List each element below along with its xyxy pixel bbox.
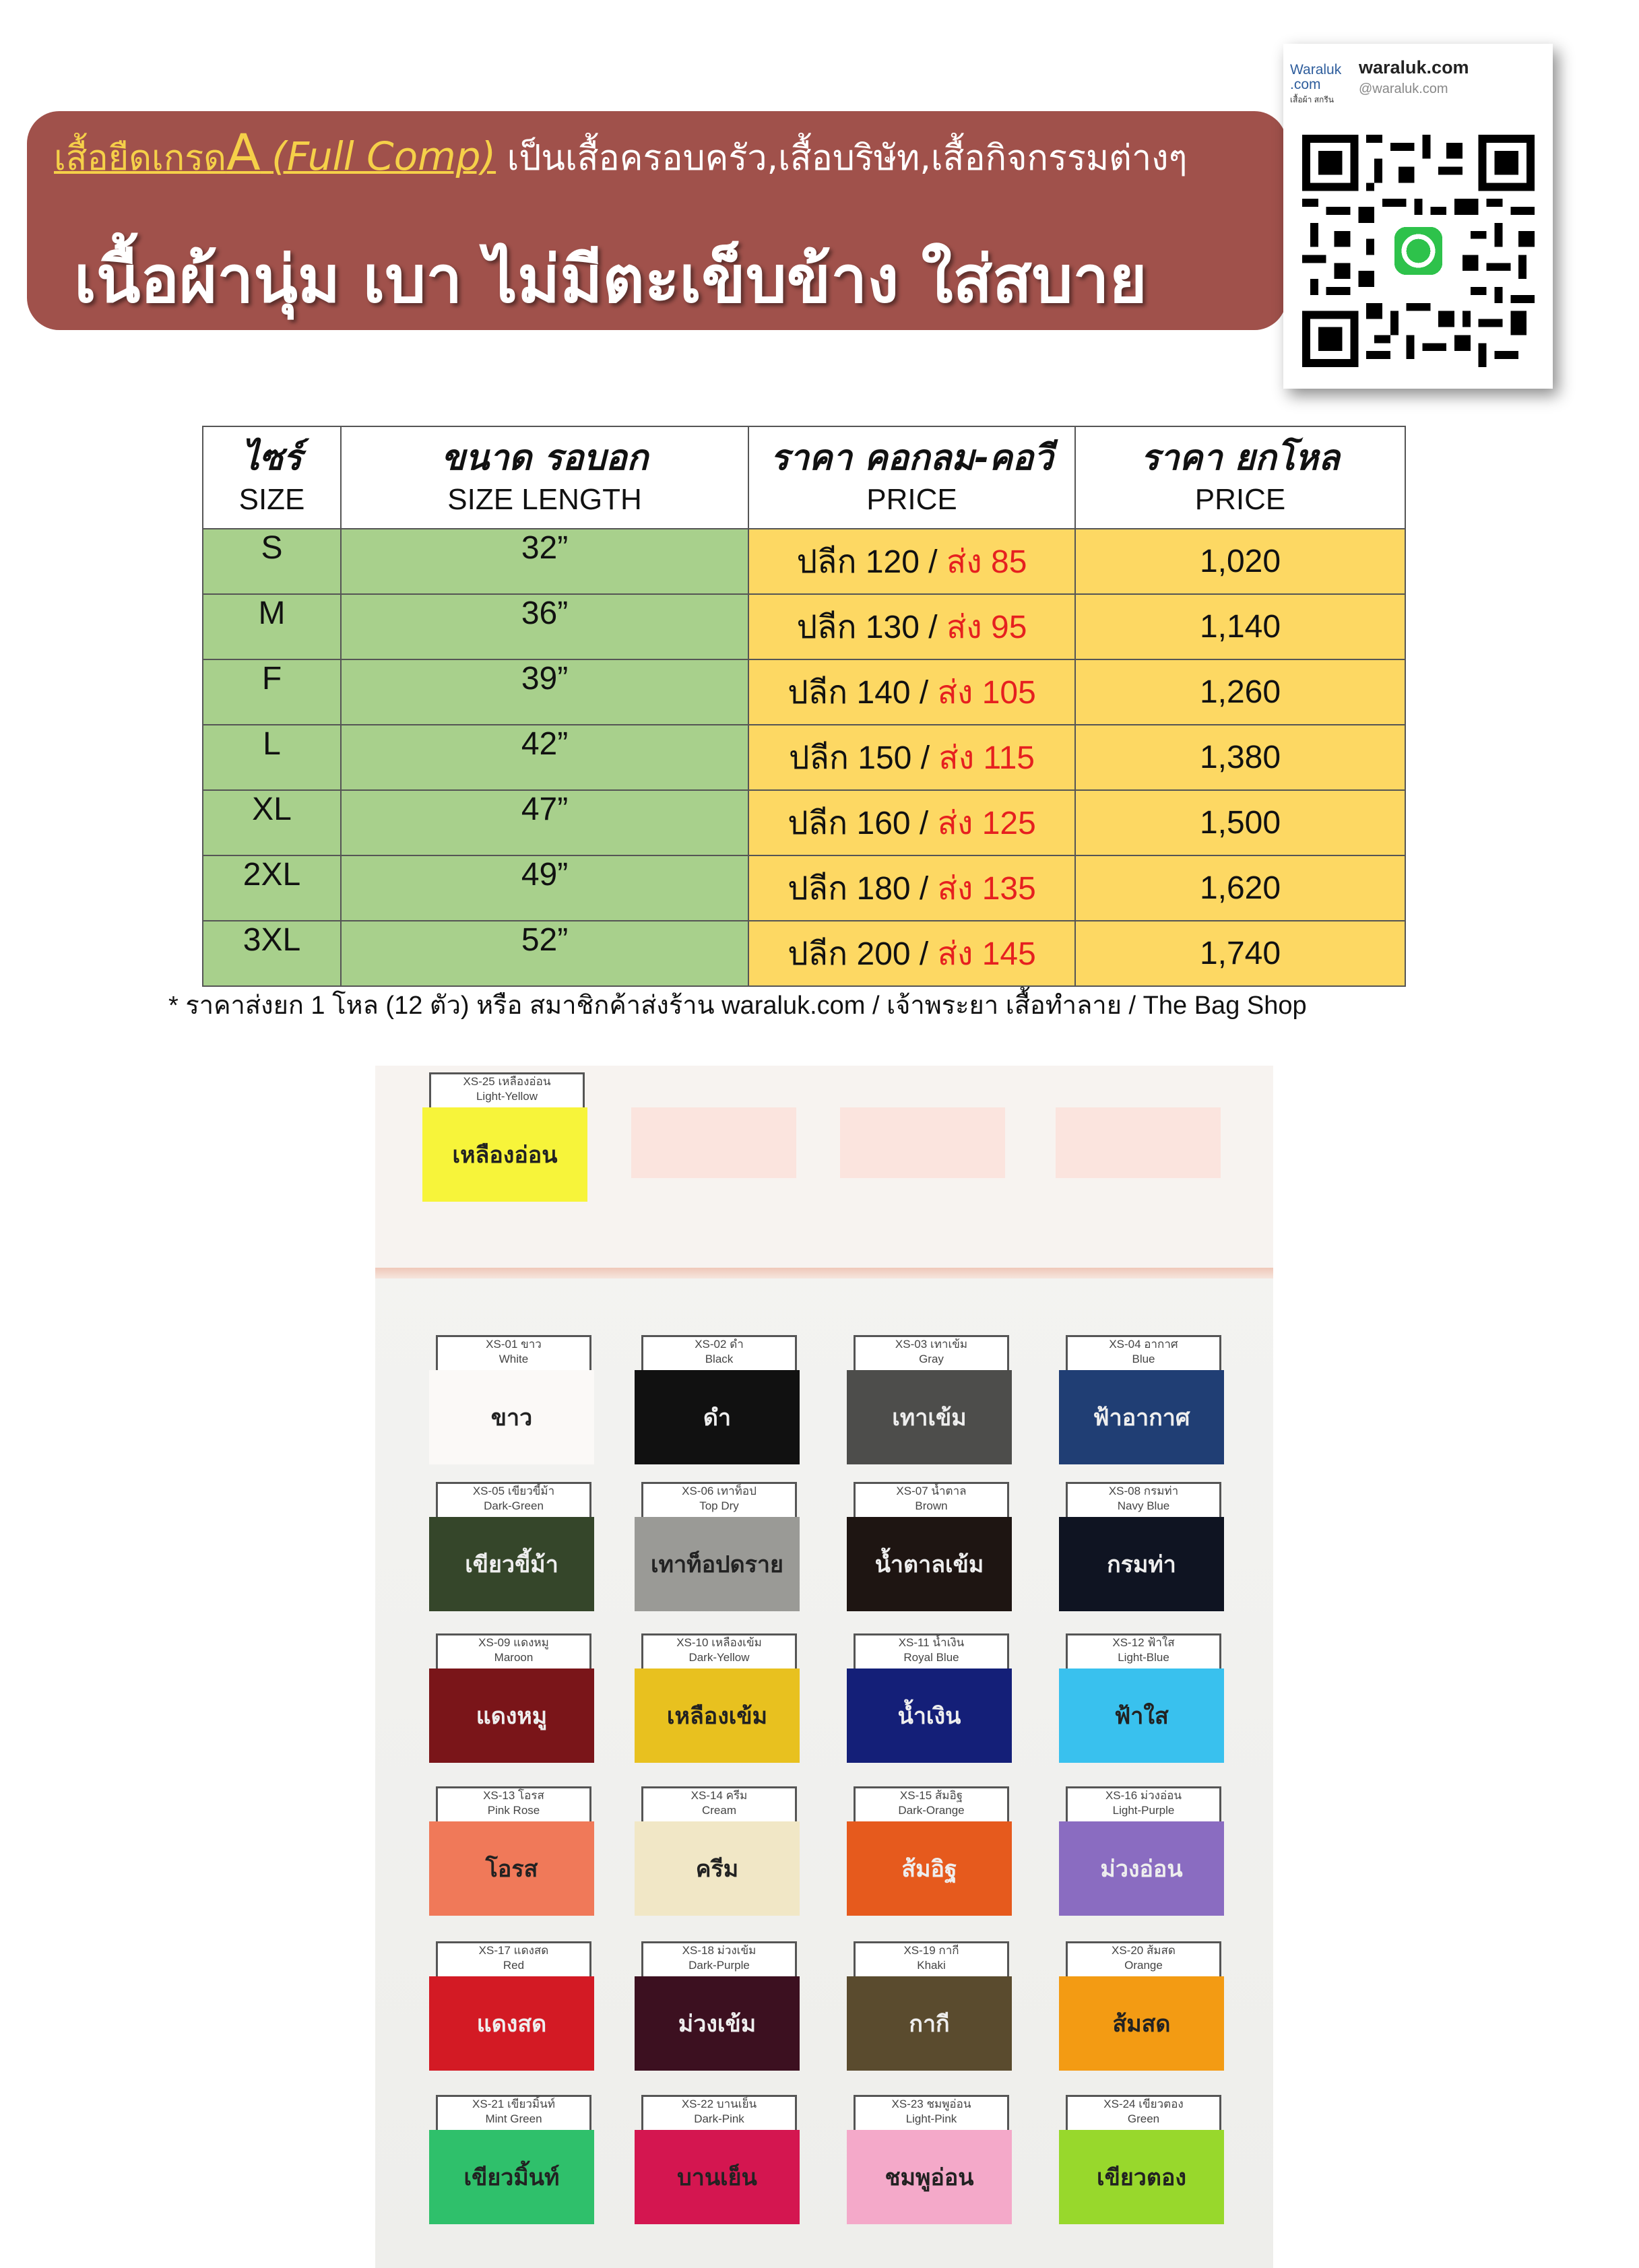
color-swatch[interactable] (847, 1517, 1012, 1611)
swatch-english-name: Light-Blue (1118, 1651, 1169, 1664)
color-swatch[interactable] (429, 1821, 594, 1916)
swatch-label: ฟ้าใส (1114, 1703, 1169, 1730)
swatch-label: เขียวมิ้นท์ (463, 2164, 560, 2191)
swatch-label: ส้มอิฐ (901, 1856, 957, 1883)
length-cell: 32” (341, 529, 748, 594)
price-cell: ปลีก 180 / ส่ง 135 (748, 855, 1075, 921)
length-cell: 52” (341, 921, 748, 986)
swatch-label: ฟ้าอากาศ (1093, 1404, 1190, 1431)
swatch-english-name: Dark-Pink (694, 2112, 744, 2125)
swatch-label: เหลืองเข้ม (666, 1703, 768, 1730)
faint-swatch (840, 1107, 1005, 1178)
color-swatch[interactable] (847, 1821, 1012, 1916)
wholesale-price: 115 (983, 740, 1035, 776)
header-dozen-price: ราคา ยกโหล PRICE (1075, 426, 1405, 529)
swatch-code: XS-09 แดงหมู (478, 1636, 549, 1649)
qr-handle: @waraluk.com (1359, 82, 1448, 96)
wholesale-price: 125 (982, 805, 1036, 841)
swatch-code: XS-04 อากาศ (1109, 1338, 1178, 1351)
swatch-tag (436, 1335, 591, 1374)
wholesale-label: ส่ง (937, 870, 973, 907)
dozen-price-cell: 1,380 (1075, 725, 1405, 790)
swatch-code: XS-17 แดงสด (478, 1944, 549, 1957)
dozen-price-cell: 1,500 (1075, 790, 1405, 855)
swatch-tag (429, 1072, 585, 1111)
swatch-english-name: Pink Rose (487, 1804, 540, 1817)
color-swatch[interactable] (635, 1517, 800, 1611)
color-swatch[interactable] (429, 2130, 594, 2224)
color-swatch[interactable] (429, 1517, 594, 1611)
swatch-label: แดงสด (476, 2011, 547, 2038)
wholesale-label: ส่ง (946, 609, 982, 645)
header-grade-highlight: เสื้อยืดเกรดA (Full Comp) (54, 124, 496, 182)
color-swatch[interactable] (847, 2130, 1012, 2224)
swatch-code: XS-11 น้ำเงิน (898, 1636, 965, 1649)
price-cell: ปลีก 200 / ส่ง 145 (748, 921, 1075, 986)
header-subtitle-rest: เป็นเสื้อครอบครัว,เสื้อบริษัท,เสื้อกิจกรรมต่างๆ (496, 138, 1188, 179)
swatch-english-name: Brown (915, 1499, 948, 1512)
swatch-label: ม่วงอ่อน (1100, 1856, 1183, 1883)
swatch-tag (854, 1633, 1009, 1673)
color-swatch[interactable] (1059, 2130, 1224, 2224)
swatch-tag (1066, 1633, 1221, 1673)
swatch-tag (641, 1786, 797, 1825)
swatch-code: XS-01 ขาว (486, 1338, 542, 1351)
swatch-english-name: Light-Pink (905, 2112, 957, 2125)
table-row (203, 855, 1405, 921)
swatch-label: น้ำตาลเข้ม (874, 1551, 984, 1578)
dozen-price-cell: 1,260 (1075, 659, 1405, 725)
header-title: เนื้อผ้านุ่ม เบา ไม่มีตะเข็บข้าง ใส่สบาย (74, 242, 1147, 317)
retail-price: 130 (865, 609, 920, 645)
size-cell: M (203, 594, 341, 659)
swatch-tag (854, 1941, 1009, 1980)
table-header-row (203, 426, 1405, 529)
length-cell: 47” (341, 790, 748, 855)
swatch-label: ดำ (703, 1404, 732, 1431)
swatch-label: บานเย็น (677, 2164, 757, 2191)
swatch-tag (641, 1941, 797, 1980)
swatch-code: XS-08 กรมท่า (1108, 1485, 1179, 1497)
swatch-english-name: Green (1127, 2112, 1160, 2125)
retail-label: ปลีก (788, 870, 848, 907)
retail-price: 160 (856, 805, 911, 841)
swatch-label: เหลืองอ่อน (452, 1142, 558, 1169)
swatch-english-name: Dark-Yellow (688, 1651, 750, 1664)
price-cell: ปลีก 120 / ส่ง 85 (748, 529, 1075, 594)
swatch-tag (436, 2095, 591, 2134)
swatch-label: เทาท็อปดราย (651, 1551, 783, 1578)
swatch-tag (436, 1786, 591, 1825)
price-cell: ปลีก 140 / ส่ง 105 (748, 659, 1075, 725)
swatch-english-name: Light-Purple (1112, 1804, 1175, 1817)
swatch-code: XS-02 ดำ (695, 1338, 744, 1351)
length-cell: 39” (341, 659, 748, 725)
retail-label: ปลีก (788, 936, 848, 972)
swatch-english-name: Black (705, 1353, 734, 1365)
price-cell: ปลีก 130 / ส่ง 95 (748, 594, 1075, 659)
size-cell: L (203, 725, 341, 790)
swatch-tag (1066, 1335, 1221, 1374)
header-length: ขนาด รอบอก SIZE LENGTH (341, 426, 748, 529)
table-row (203, 790, 1405, 855)
color-swatch-photo (375, 1066, 1273, 2268)
table-row (203, 659, 1405, 725)
swatch-code: XS-14 ครีม (690, 1789, 748, 1802)
swatch-tag (854, 1482, 1009, 1521)
color-swatch[interactable] (1059, 1668, 1224, 1763)
faint-swatch (1056, 1107, 1221, 1178)
price-cell: ปลีก 150 / ส่ง 115 (748, 725, 1075, 790)
swatch-code: XS-05 เขียวขี้ม้า (472, 1485, 555, 1497)
swatch-label: น้ำเงิน (897, 1703, 961, 1730)
swatch-code: XS-19 กากี (903, 1944, 959, 1957)
swatch-tag (854, 2095, 1009, 2134)
swatch-code: XS-03 เทาเข้ม (895, 1338, 968, 1351)
retail-price: 180 (856, 870, 911, 907)
swatch-code: XS-13 โอรส (483, 1789, 544, 1802)
retail-label: ปลีก (788, 740, 849, 776)
swatch-english-name: Mint Green (485, 2112, 542, 2125)
swatch-tag (1066, 1941, 1221, 1980)
color-swatch[interactable] (429, 1668, 594, 1763)
swatch-tag (1066, 1786, 1221, 1825)
retail-label: ปลีก (788, 805, 848, 841)
color-swatch[interactable] (422, 1107, 587, 1202)
swatch-english-name: Light-Yellow (476, 1090, 538, 1103)
swatch-english-name: Orange (1124, 1959, 1163, 1972)
color-swatch[interactable] (847, 1976, 1012, 2071)
swatch-code: XS-10 เหลืองเข้ม (676, 1636, 762, 1649)
wholesale-label: ส่ง (946, 544, 982, 580)
size-cell: 2XL (203, 855, 341, 921)
swatch-english-name: Royal Blue (903, 1651, 959, 1664)
swatch-label: ม่วงเข้ม (678, 2011, 757, 2038)
swatch-label: โอรส (485, 1856, 538, 1883)
swatch-english-name: Maroon (494, 1651, 534, 1664)
swatch-label: กรมท่า (1107, 1551, 1176, 1578)
wholesale-price: 85 (991, 544, 1027, 580)
swatch-tag (1066, 1482, 1221, 1521)
swatch-label: เขียวตอง (1097, 2164, 1186, 2191)
table-row (203, 594, 1405, 659)
retail-label: ปลีก (796, 544, 857, 580)
length-cell: 36” (341, 594, 748, 659)
wholesale-label: ส่ง (937, 805, 973, 841)
swatch-tag (641, 1482, 797, 1521)
swatch-english-name: Cream (701, 1804, 736, 1817)
swatch-english-name: Dark-Orange (898, 1804, 965, 1817)
swatch-tag (436, 1633, 591, 1673)
swatch-code: XS-07 น้ำตาล (896, 1485, 967, 1497)
retail-price: 140 (856, 674, 911, 711)
color-swatch[interactable] (1059, 1370, 1224, 1464)
swatch-code: XS-18 ม่วงเข้ม (682, 1944, 757, 1957)
swatch-english-name: Dark-Purple (688, 1959, 750, 1972)
swatch-label: ส้มสด (1112, 2011, 1171, 2038)
size-cell: S (203, 529, 341, 594)
color-swatch[interactable] (1059, 1517, 1224, 1611)
swatch-tag (641, 2095, 797, 2134)
swatch-label: ครีม (695, 1856, 739, 1883)
retail-price: 200 (856, 936, 911, 972)
wholesale-price: 145 (982, 936, 1036, 972)
swatch-label: กากี (909, 2011, 950, 2038)
swatch-english-name: White (499, 1353, 529, 1365)
retail-label: ปลีก (788, 674, 848, 711)
swatch-label: เขียวขี้ม้า (465, 1551, 558, 1578)
swatch-english-name: Blue (1132, 1353, 1155, 1365)
swatch-code: XS-22 บานเย็น (681, 2098, 757, 2110)
swatch-code: XS-23 ชมพูอ่อน (891, 2098, 971, 2110)
photo-divider (375, 1268, 1273, 1278)
faint-swatch (631, 1107, 796, 1178)
swatch-label: เทาเข้ม (892, 1404, 967, 1431)
color-swatch[interactable] (847, 1668, 1012, 1763)
size-price-table (202, 426, 1406, 987)
price-cell: ปลีก 160 / ส่ง 125 (748, 790, 1075, 855)
color-swatch[interactable] (429, 1976, 594, 2071)
dozen-price-cell: 1,140 (1075, 594, 1405, 659)
table-row (203, 921, 1405, 986)
dozen-price-cell: 1,020 (1075, 529, 1405, 594)
retail-price: 150 (858, 740, 912, 776)
header-size: ไซร์ SIZE (203, 426, 341, 529)
swatch-code: XS-21 เขียวมิ้นท์ (472, 2098, 555, 2110)
size-cell: 3XL (203, 921, 341, 986)
header-price: ราคา คอกลม-คอวี PRICE (748, 426, 1075, 529)
swatch-tag (641, 1633, 797, 1673)
swatch-english-name: Gray (919, 1353, 944, 1365)
table-row (203, 725, 1405, 790)
swatch-code: XS-24 เขียวตอง (1103, 2098, 1184, 2110)
wholesale-label: ส่ง (937, 936, 973, 972)
color-swatch[interactable] (635, 1976, 800, 2071)
waraluk-logo: Waraluk .com เสื้อผ้า สกรีน (1290, 62, 1342, 104)
swatch-code: XS-15 ส้มอิฐ (899, 1789, 963, 1802)
color-swatch[interactable] (429, 1370, 594, 1464)
dozen-price-cell: 1,740 (1075, 921, 1405, 986)
swatch-tag (854, 1786, 1009, 1825)
swatch-tag (436, 1482, 591, 1521)
qr-code-icon[interactable] (1302, 135, 1535, 367)
swatch-english-name: Top Dry (699, 1499, 739, 1512)
color-swatch[interactable] (635, 1668, 800, 1763)
price-footnote: * ราคาส่งยก 1 โหล (12 ตัว) หรือ สมาชิกค้าส่งร้าน waraluk.com / เจ้าพระยา เสื้อทำลาย / The Bag Shop (168, 992, 1307, 1020)
swatch-label: แดงหมู (476, 1703, 548, 1730)
header-subtitle (54, 121, 1280, 185)
swatch-code: XS-12 ฟ้าใส (1112, 1636, 1175, 1649)
length-cell: 42” (341, 725, 748, 790)
color-swatch[interactable] (1059, 1976, 1224, 2071)
wholesale-label: ส่ง (938, 740, 975, 776)
qr-site-name: waraluk.com (1359, 57, 1469, 77)
color-swatch[interactable] (635, 1821, 800, 1916)
swatch-tag (641, 1335, 797, 1374)
dozen-price-cell: 1,620 (1075, 855, 1405, 921)
color-swatch[interactable] (635, 2130, 800, 2224)
qr-card (1283, 44, 1553, 389)
wholesale-price: 105 (982, 674, 1036, 711)
swatch-code: XS-25 เหลืองอ่อน (463, 1075, 551, 1088)
swatch-tag (1066, 2095, 1221, 2134)
swatch-code: XS-06 เทาท็อป (682, 1485, 757, 1497)
swatch-label: ขาว (490, 1404, 533, 1431)
swatch-tag (854, 1335, 1009, 1374)
wholesale-label: ส่ง (937, 674, 973, 711)
size-cell: XL (203, 790, 341, 855)
wholesale-price: 135 (982, 870, 1036, 907)
wholesale-price: 95 (991, 609, 1027, 645)
size-cell: F (203, 659, 341, 725)
color-swatch[interactable] (635, 1370, 800, 1464)
swatch-code: XS-16 ม่วงอ่อน (1105, 1789, 1182, 1802)
swatch-english-name: Dark-Green (484, 1499, 544, 1512)
swatch-english-name: Khaki (917, 1959, 946, 1972)
retail-price: 120 (865, 544, 920, 580)
color-swatch[interactable] (847, 1370, 1012, 1464)
swatch-english-name: Navy Blue (1117, 1499, 1170, 1512)
swatch-code: XS-20 ส้มสด (1112, 1944, 1176, 1957)
retail-label: ปลีก (796, 609, 857, 645)
length-cell: 49” (341, 855, 748, 921)
table-row (203, 529, 1405, 594)
swatch-english-name: Red (503, 1959, 525, 1972)
swatch-label: ชมพูอ่อน (885, 2164, 974, 2191)
color-swatch[interactable] (1059, 1821, 1224, 1916)
swatch-tag (436, 1941, 591, 1980)
